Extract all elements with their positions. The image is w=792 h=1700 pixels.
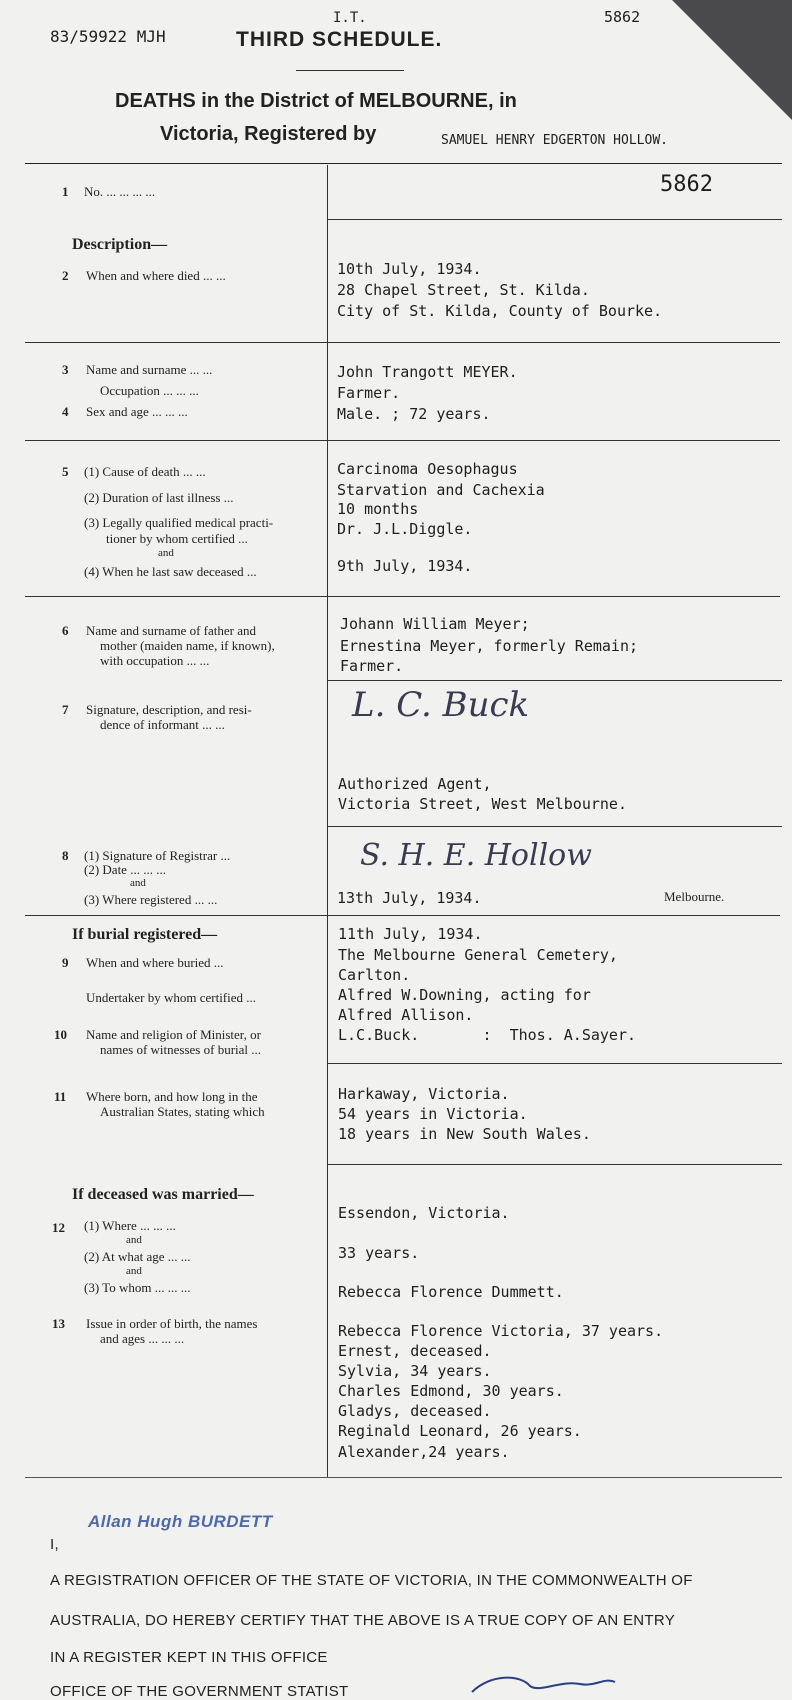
row-rule (25, 440, 780, 441)
issue-label-2: and ages ... ... ... (100, 1331, 185, 1346)
cause-secondary: Starvation and Cachexia (337, 481, 545, 499)
issue-label: Issue in order of birth, the names (86, 1316, 258, 1331)
illness-duration: 10 months (337, 500, 419, 518)
child-4: Charles Edmond, 30 years. (338, 1382, 564, 1400)
date-of-death: 10th July, 1934. (337, 260, 482, 278)
undertaker-label: Undertaker by whom certified ... (86, 990, 257, 1005)
row-rule (327, 1063, 782, 1064)
sex-and-age: Male. ; 72 years. (337, 405, 491, 423)
deceased-occupation: Farmer. (337, 384, 401, 402)
where-registered-label: (3) Where registered ... ... (84, 892, 218, 907)
undertaker-2: Alfred Allison. (338, 1006, 474, 1024)
years-in-nsw: 18 years in New South Wales. (338, 1125, 591, 1143)
cause-of-death: Carcinoma Oesophagus (337, 460, 518, 478)
row-rule (327, 680, 782, 681)
informant-residence: Victoria Street, West Melbourne. (338, 795, 627, 813)
folded-corner (672, 0, 792, 120)
place-of-death: 28 Chapel Street, St. Kilda. (337, 281, 590, 299)
certificate-line-2: AUSTRALIA, DO HEREBY CERTIFY THAT THE ABOVE IS A TRUE COPY OF AN ENTRY (50, 1612, 676, 1629)
birthplace: Harkaway, Victoria. (338, 1085, 510, 1103)
and-label: and (130, 877, 146, 889)
years-in-victoria: 54 years in Victoria. (338, 1105, 528, 1123)
row-rule (25, 915, 780, 916)
bottom-rule (25, 1477, 782, 1478)
parent-occupation: Farmer. (340, 657, 404, 675)
certifying-doctor: Dr. J.L.Diggle. (337, 520, 473, 538)
row-12-number: 12 (52, 1220, 65, 1235)
registrar-name: SAMUEL HENRY EDGERTON HOLLOW. (441, 133, 668, 148)
occupation-label: Occupation ... ... ... (100, 383, 199, 398)
practitioner-label-2: tioner by whom certified ... (106, 531, 248, 546)
parents-label-3: with occupation ... ... (100, 653, 210, 668)
child-1: Rebecca Florence Victoria, 37 years. (338, 1322, 664, 1340)
spouse-name: Rebecca Florence Dummett. (338, 1283, 564, 1301)
duration-label: (2) Duration of last illness ... (84, 490, 234, 505)
witnesses-label-2: names of witnesses of burial ... (100, 1042, 262, 1057)
it-mark: I.T. (333, 10, 367, 26)
cause-label: (1) Cause of death ... ... (84, 464, 206, 479)
undertaker: Alfred W.Downing, acting for (338, 986, 591, 1004)
entry-number: 5862 (660, 172, 713, 197)
description-heading: Description— (72, 236, 168, 253)
certificate-line-1: A REGISTRATION OFFICER OF THE STATE OF VICTORIA, IN THE COMMONWEALTH OF (50, 1572, 693, 1589)
marriage-where-label: (1) Where ... ... ... (84, 1218, 176, 1233)
schedule-title: THIRD SCHEDULE. (236, 28, 443, 51)
child-7: Alexander,24 years. (338, 1443, 510, 1461)
marriage-age-label: (2) At what age ... ... (84, 1249, 191, 1264)
parents-label-2: mother (maiden name, if known), (100, 638, 275, 653)
reference-number: 83/59922 MJH (50, 27, 166, 46)
row-3-label: Name and surname ... ... (86, 362, 213, 377)
deceased-name: John Trangott MEYER. (337, 363, 518, 381)
burial-date: 11th July, 1934. (338, 925, 483, 943)
cemetery: The Melbourne General Cemetery, (338, 946, 618, 964)
header-rule (296, 70, 404, 71)
certificate-line-4: OFFICE OF THE GOVERNMENT STATIST (50, 1683, 349, 1700)
registrar-signature-label: (1) Signature of Registrar ... (84, 848, 231, 863)
burial-witnesses: L.C.Buck. : Thos. A.Sayer. (338, 1026, 637, 1044)
registration-date: 13th July, 1934. (337, 889, 482, 907)
registrar-signature: S. H. E. Hollow (360, 838, 592, 873)
and-label: and (126, 1265, 142, 1277)
row-10-number: 10 (54, 1027, 67, 1042)
child-3: Sylvia, 34 years. (338, 1362, 492, 1380)
row-13-number: 13 (52, 1316, 65, 1331)
cemetery-locality: Carlton. (338, 966, 411, 984)
parents-label: Name and surname of father and (86, 623, 257, 638)
row-1-label: No. ... ... ... ... (84, 184, 156, 199)
mother-name: Ernestina Meyer, formerly Remain; (340, 637, 639, 655)
certificate-i: I, (50, 1536, 59, 1553)
row-rule (25, 342, 780, 343)
informant-label: Signature, description, and resi- (86, 702, 252, 717)
row-4-label: Sex and age ... ... ... (86, 404, 188, 419)
birthplace-label: Where born, and how long in the (86, 1089, 258, 1104)
child-2: Ernest, deceased. (338, 1342, 492, 1360)
row-rule (327, 219, 782, 220)
and-label: and (158, 547, 174, 559)
birthplace-label-2: Australian States, stating which (100, 1104, 265, 1119)
practitioner-label: (3) Legally qualified medical practi- (84, 515, 274, 530)
registration-place: Melbourne. (664, 889, 725, 904)
last-seen-date: 9th July, 1934. (337, 557, 473, 575)
row-5-number: 5 (62, 464, 69, 479)
marriage-age: 33 years. (338, 1244, 420, 1262)
date-label: (2) Date ... ... ... (84, 862, 166, 877)
officer-name-stamp: Allan Hugh BURDETT (88, 1512, 273, 1531)
burial-label: When and where buried ... (86, 955, 224, 970)
row-rule (327, 1164, 782, 1165)
certificate-line-3: IN A REGISTER KEPT IN THIS OFFICE (50, 1649, 328, 1666)
top-entry-number: 5862 (604, 8, 641, 26)
column-divider (327, 165, 328, 1478)
marriage-place: Essendon, Victoria. (338, 1204, 510, 1222)
row-7-number: 7 (62, 702, 69, 717)
marriage-whom-label: (3) To whom ... ... ... (84, 1280, 191, 1295)
row-1-number: 1 (62, 184, 69, 199)
row-8-number: 8 (62, 848, 69, 863)
father-name: Johann William Meyer; (340, 615, 530, 633)
and-label: and (126, 1234, 142, 1246)
married-heading: If deceased was married— (72, 1186, 254, 1203)
burial-heading: If burial registered— (72, 926, 218, 943)
row-rule (25, 596, 780, 597)
witnesses-label: Name and religion of Minister, or (86, 1027, 261, 1042)
registered-by-title: Victoria, Registered by (160, 123, 377, 145)
row-2-label: When and where died ... ... (86, 268, 226, 283)
row-4-number: 4 (62, 404, 69, 419)
informant-label-2: dence of informant ... ... (100, 717, 225, 732)
last-seen-label: (4) When he last saw deceased ... (84, 564, 257, 579)
informant-description: Authorized Agent, (338, 775, 492, 793)
deaths-title: DEATHS in the District of MELBOURNE, in (115, 90, 517, 112)
row-rule (327, 826, 782, 827)
row-3-number: 3 (62, 362, 69, 377)
row-9-number: 9 (62, 955, 69, 970)
top-rule (25, 163, 782, 164)
death-locality: City of St. Kilda, County of Bourke. (337, 302, 663, 320)
row-2-number: 2 (62, 268, 69, 283)
row-6-number: 6 (62, 623, 69, 638)
child-5: Gladys, deceased. (338, 1402, 492, 1420)
informant-signature: L. C. Buck (352, 685, 530, 725)
child-6: Reginald Leonard, 26 years. (338, 1422, 582, 1440)
row-11-number: 11 (54, 1089, 67, 1104)
officer-signature (470, 1672, 620, 1693)
